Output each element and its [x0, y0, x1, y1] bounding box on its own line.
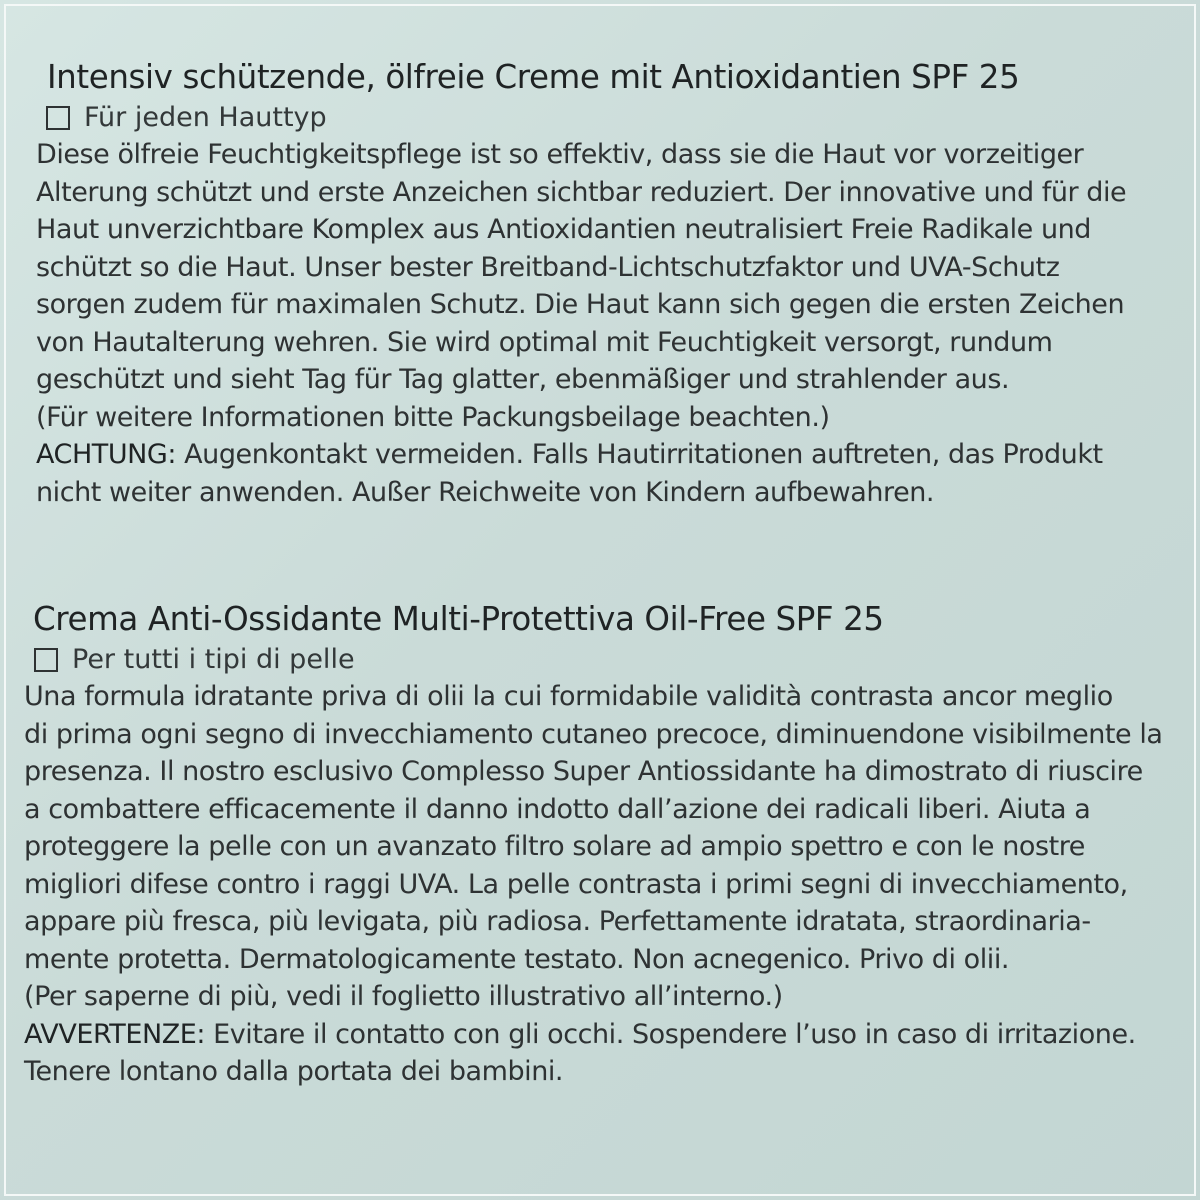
italian-description-line: presenza. Il nostro esclusivo Complesso Super Antiossidante ha dimostrato di riuscire — [24, 756, 1143, 787]
italian-note: (Per saperne di più, vedi il foglietto illustrativo all’interno.) — [24, 981, 783, 1012]
german-warning-line1 — [36, 436, 1196, 474]
italian-warning-label: AVVERTENZE: — [24, 1018, 205, 1050]
german-description-line: schützt so die Haut. Unser bester Breitband-Lichtschutzfaktor und UVA-Schutz — [36, 251, 1060, 283]
italian-description — [24, 678, 1184, 978]
italian-description-line: di prima ogni segno di invecchiamento cutaneo precoce, diminuendone visibilmente la — [24, 718, 1163, 750]
german-description-line: geschützt und sieht Tag für Tag glatter, ebenmäßiger und strahlender aus. — [36, 364, 1010, 395]
german-note: (Für weitere Informationen bitte Packungsbeilage beachten.) — [36, 401, 830, 433]
italian-title: Crema Anti-Ossidante Multi-Protettiva Oil-Free SPF 25 — [33, 600, 884, 638]
german-title: Intensiv schützende, ölfreie Creme mit Antioxidantien SPF 25 — [47, 58, 1020, 96]
german-skin-type-label: Für jeden Hauttyp — [84, 102, 327, 133]
german-description — [36, 136, 1196, 399]
german-description-line: von Hautalterung wehren. Sie wird optimal mit Feuchtigkeit versorgt, rundum — [36, 326, 1053, 358]
italian-skin-type — [24, 642, 1184, 678]
german-warning-label: ACHTUNG: — [36, 439, 177, 470]
italian-description-line: migliori difese contro i raggi UVA. La pelle contrasta i primi segni di invecchiamento, — [24, 868, 1128, 900]
italian-warning-text: Evitare il contatto con gli occhi. Sospendere l’uso in caso di irritazione. — [205, 1018, 1136, 1050]
checkbox-icon — [34, 648, 58, 672]
italian-description-line: a combattere efficacemente il danno indotto dall’azione dei radicali liberi. Aiuta a — [24, 793, 1091, 825]
german-skin-type — [36, 100, 1196, 136]
italian-description-line: mente protetta. Dermatologicamente testato. Non acnegenico. Privo di olii. — [24, 943, 1010, 975]
german-description-line: Alterung schützt und erste Anzeichen sichtbar reduziert. Der innovative und für die — [36, 176, 1127, 208]
german-warning-text: Augenkontakt vermeiden. Falls Hautirritationen auftreten, das Produkt — [176, 439, 1103, 470]
german-description-line: Diese ölfreie Feuchtigkeitspflege ist so effektiv, dass sie die Haut vor vorzeitiger — [36, 139, 1084, 170]
italian-description-line: appare più fresca, più levigata, più radiosa. Perfettamente idratata, straordinaria- — [24, 906, 1091, 937]
german-section — [36, 54, 1196, 511]
italian-warning-line1 — [24, 1016, 1184, 1054]
checkbox-icon — [46, 106, 70, 130]
italian-warning-line2: Tenere lontano dalla portata dei bambini. — [24, 1056, 564, 1087]
german-description-line: sorgen zudem für maximalen Schutz. Die Haut kann sich gegen die ersten Zeichen — [36, 289, 1125, 320]
german-description-line: Haut unverzichtbare Komplex aus Antioxidantien neutralisiert Freie Radikale und — [36, 214, 1091, 245]
italian-section — [24, 596, 1184, 1091]
italian-skin-type-label: Per tutti i tipi di pelle — [72, 644, 355, 675]
german-warning-line2: nicht weiter anwenden. Außer Reichweite von Kindern aufbewahren. — [36, 476, 935, 508]
italian-description-line: Una formula idratante priva di olii la cui formidabile validità contrasta ancor meglio — [24, 681, 1113, 712]
italian-description-line: proteggere la pelle con un avanzato filtro solare ad ampio spettro e con le nostre — [24, 831, 1085, 862]
